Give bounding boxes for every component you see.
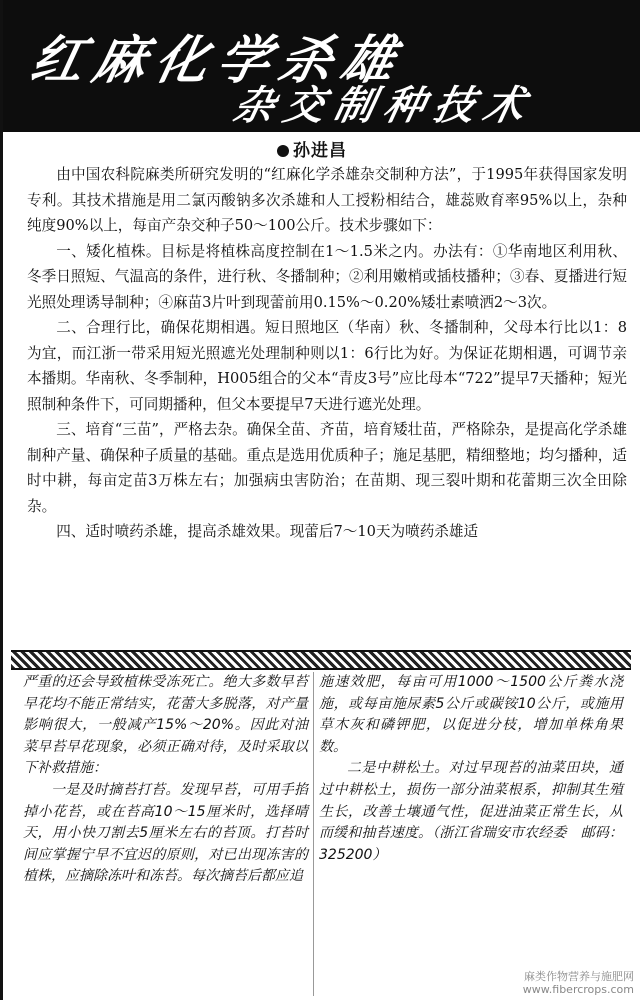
column-rule (313, 672, 314, 996)
author-name: 孙进昌 (293, 141, 347, 161)
right-para-1: 施速效肥，每亩可用1000～1500公斤粪水浇施，或每亩施尿素5公斤或碳铵10公斤，或施用草木灰和磷钾肥，以促进分枝，增加单株角果数。 (319, 674, 623, 755)
left-para-2: 一是及时摘苔打苔。发现早苔，可用手掐掉小花苔，或在苔高10～15厘米时，选择晴天，用小快刀割去5厘米左右的苔顶。打苔时间应掌握宁早不宜迟的原则，对已出现冻害的植株，应摘除冻叶和冻苔。每次摘苔后都应追 (23, 781, 308, 885)
article-step-1: 一、矮化植株。目标是将植株高度控制在1～1.5米之内。办法有：①华南地区利用秋、冬季日照短、气温高的条件，进行秋、冬播制种；②利用嫩梢或插枝播种；③春、夏播进行短光照处理诱导制种；④麻苗3片叶到现蕾前用0.15%～0.20%矮壮素喷洒2～3次。 (27, 242, 627, 311)
article-step-3: 三、培育“三苗”，严格去杂。确保全苗、齐苗，培育矮壮苗，严格除杂，是提高化学杀雄制种产量、确保种子质量的基础。重点是选用优质种子；施足基肥，精细整地；均匀播种，适时中耕，每亩定苗3万株左右；加强病虫害防治；在苗期、现三裂叶期和花蕾期三次全田除杂。 (27, 421, 627, 515)
author-byline (277, 136, 347, 161)
left-para-1: 严重的还会导致植株受冻死亡。绝大多数早苔早花均不能正常结实，花蕾大多脱落，对产量影响很大，一般减产15%～20%。因此对油菜早苔早花现象，必须正确对待，及时采取以下补救措施： (23, 674, 308, 777)
right-para-2: 二是中耕松土。对过早现苔的油菜田块，通过中耕松土，损伤一部分油菜根系，抑制其生殖生长，改善土壤通气性，促进油菜正常生长，从而缓和抽苔速度。（浙江省瑞安市农经委 邮码：325200） (319, 760, 623, 863)
article-step-2: 二、合理行比，确保花期相遇。短日照地区（华南）秋、冬播制种，父母本行比以1：8为宜，而江浙一带采用短光照遮光处理制种则以1：6行比为好。为保证花期相遇，可调节亲本播期。华南秋、冬季制种，H005组合的父本“青皮3号”应比母本“722”提早7天播种；短光照制种条件下，可同期播种，但父本要提早7天进行遮光处理。 (27, 319, 627, 413)
main-article (27, 162, 627, 545)
bottom-article-right-column (319, 672, 623, 866)
article-intro: 由中国农科院麻类所研究发明的“红麻化学杀雄杂交制种方法”，于1995年获得国家发明专利。其技术措施是用二氯丙酸钠多次杀雄和人工授粉相结合，雄蕊败育率95%以上，杂种纯度90%以上，每亩产杂交种子50～100公斤。技术步骤如下： (27, 166, 627, 234)
site-watermark (523, 970, 634, 996)
decorative-divider (11, 650, 631, 670)
bottom-article-left-column (23, 672, 308, 888)
watermark-line-1: 麻类作物营养与施肥网 (524, 970, 634, 983)
title-banner (3, 0, 640, 132)
title-line-1: 红麻化学杀雄 (25, 30, 411, 91)
article-step-4: 四、适时喷药杀雄，提高杀雄效果。现蕾后7～10天为喷药杀雄适 (56, 523, 479, 540)
watermark-line-2: www.fibercrops.com (522, 983, 634, 996)
bullet-dot-icon (277, 145, 289, 157)
title-line-2: 杂交制种技术 (229, 82, 540, 129)
